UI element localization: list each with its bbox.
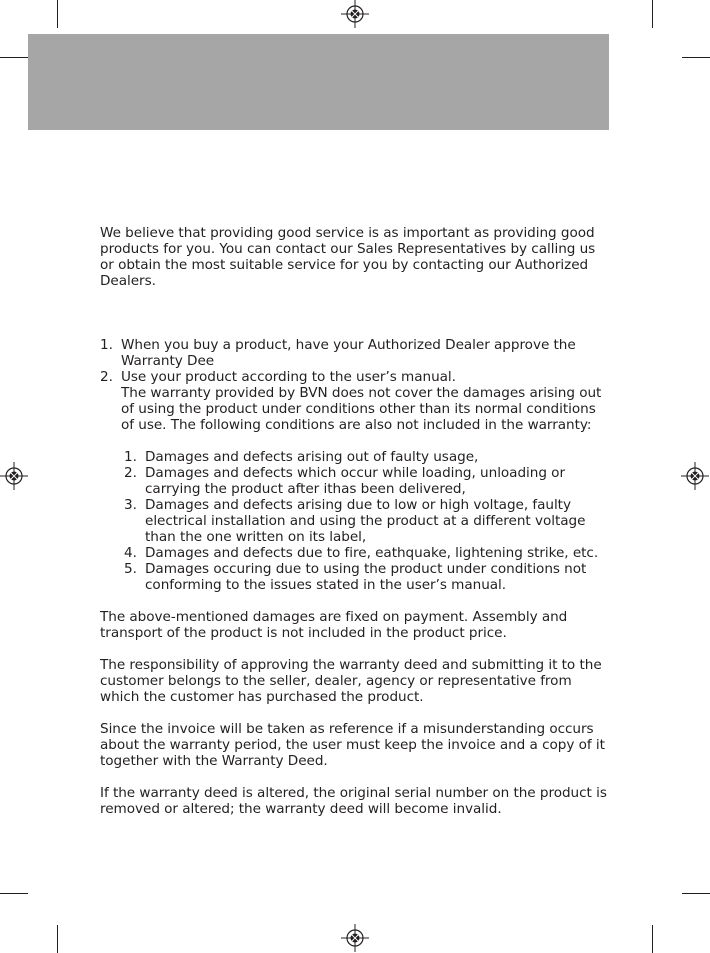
registration-mark-icon [0, 462, 28, 490]
warranty-steps [100, 337, 610, 593]
list-number: 5. [124, 561, 137, 577]
list-item-text: Damages and defects arising due to low or high voltage, faulty electrical installation and using the product at a different voltage than the one written on its label, [145, 497, 586, 545]
list-item [100, 337, 610, 369]
registration-mark-icon [341, 924, 369, 952]
warranty-text [100, 225, 610, 817]
crop-mark [652, 925, 653, 953]
body-paragraph: If the warranty deed is altered, the original serial number on the product is removed or altered; the warranty deed will become invalid. [100, 785, 607, 817]
list-item [100, 369, 610, 593]
crop-mark [0, 893, 28, 894]
list-number: 3. [124, 497, 137, 513]
warranty-note: The warranty provided by BVN does not cover the damages arising out of using the product under conditions other than its normal conditions of use. The following conditions are also not included in the warranty: [121, 385, 602, 433]
list-item [121, 449, 610, 465]
crop-mark [682, 893, 710, 894]
list-number: 2. [124, 465, 137, 481]
list-item-text: Use your product according to the user’s manual. [121, 369, 456, 385]
body-paragraph: Since the invoice will be taken as reference if a misunderstanding occurs about the warranty period, the user must keep the invoice and a copy of it together with the Warranty Deed. [100, 721, 605, 769]
list-item [121, 545, 610, 561]
list-item [121, 561, 610, 593]
crop-mark [0, 57, 28, 58]
crop-mark [652, 0, 653, 28]
crop-mark [682, 57, 710, 58]
list-item-text: Damages and defects arising out of faulty usage, [145, 449, 479, 465]
body-paragraph: The responsibility of approving the warranty deed and submitting it to the customer belongs to the seller, dealer, agency or representative from which the customer has purchased the product. [100, 657, 602, 705]
list-item-text: When you buy a product, have your Authorized Dealer approve the Warranty Dee [121, 337, 576, 369]
crop-mark [57, 925, 58, 953]
crop-mark [57, 0, 58, 28]
list-number: 1. [100, 337, 113, 353]
list-item [121, 497, 610, 545]
exclusion-list [121, 449, 610, 593]
header-band [28, 34, 609, 130]
list-item [121, 465, 610, 497]
list-item-text: Damages and defects due to fire, eathquake, lightening strike, etc. [145, 545, 599, 561]
body-paragraph: The above-mentioned damages are fixed on payment. Assembly and transport of the product is not included in the product price. [100, 609, 568, 641]
list-item-text: Damages and defects which occur while loading, unloading or carrying the product after ithas been delivered, [145, 465, 565, 497]
list-number: 1. [124, 449, 137, 465]
list-number: 4. [124, 545, 137, 561]
registration-mark-icon [681, 462, 709, 490]
list-number: 2. [100, 369, 113, 385]
registration-mark-icon [341, 0, 369, 28]
intro-paragraph: We believe that providing good service is as important as providing good products for you. You can contact our Sales Representatives by calling us or obtain the most suitable service for you by contacting our Authorized Dealers. [100, 225, 596, 289]
list-item-text: Damages occuring due to using the product under conditions not conforming to the issues stated in the user’s manual. [145, 561, 587, 593]
